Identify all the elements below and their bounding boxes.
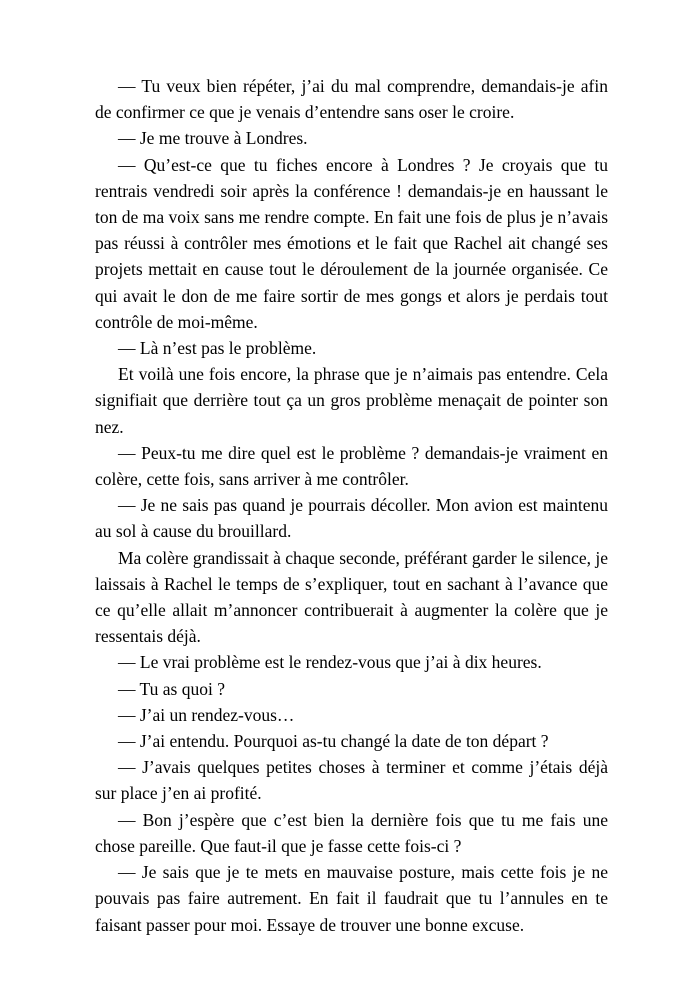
paragraph: Et voilà une fois encore, la phrase que je n’aimais pas entendre. Cela signifiait que derrière tout ça un gros problème menaçait de pointer son nez. bbox=[95, 364, 608, 437]
paragraph: Ma colère grandissait à chaque seconde, préférant garder le silence, je laissais à Rachel le temps de s’expliquer, tout en sachant à l’avance que ce qu’elle allait m’annoncer contribuerait à augmenter la colère que je ressentais déjà. bbox=[95, 547, 608, 647]
body-text bbox=[95, 73, 608, 938]
paragraph: — Bon j’espère que c’est bien la dernière fois que tu me fais une chose pareille. Que faut-il que je fasse cette fois-ci ? bbox=[95, 809, 608, 856]
paragraph: — Le vrai problème est le rendez-vous que j’ai à dix heures. bbox=[118, 652, 542, 673]
paragraph: — Qu’est-ce que tu fiches encore à Londres ? Je croyais que tu rentrais vendredi soir après la conférence ! demandais-je en haussant le ton de ma voix sans me rendre compte. En fait une fois de plus je n’avais pas réussi à contrôler mes émotions et le fait que Rachel ait changé ses projets mettait en cause tout le déroulement de la journée organisée. Ce qui avait le don de me faire sortir de mes gongs et alors je perdais tout contrôle de moi-même. bbox=[95, 154, 608, 332]
paragraph: — Tu veux bien répéter, j’ai du mal comprendre, demandais-je afin de confirmer ce que je venais d’entendre sans oser le croire. bbox=[95, 76, 608, 123]
paragraph: — Je me trouve à Londres. bbox=[118, 128, 308, 149]
paragraph: — Là n’est pas le problème. bbox=[118, 338, 317, 359]
paragraph: — J’avais quelques petites choses à terminer et comme j’étais déjà sur place j’en ai profité. bbox=[95, 757, 608, 804]
paragraph: — J’ai entendu. Pourquoi as-tu changé la date de ton départ ? bbox=[118, 731, 549, 752]
paragraph: — Peux-tu me dire quel est le problème ? demandais-je vraiment en colère, cette fois, sans arriver à me contrôler. bbox=[95, 442, 608, 490]
paragraph: — J’ai un rendez-vous… bbox=[118, 704, 295, 725]
paragraph: — Tu as quoi ? bbox=[118, 678, 225, 699]
paragraph: — Je sais que je te mets en mauvaise posture, mais cette fois je ne pouvais pas faire autrement. En fait il faudrait que tu l’annules en te faisant passer pour moi. Essaye de trouver une bonne excuse. bbox=[95, 862, 608, 935]
paragraph: — Je ne sais pas quand je pourrais décoller. Mon avion est maintenu au sol à cause du brouillard. bbox=[95, 495, 608, 542]
